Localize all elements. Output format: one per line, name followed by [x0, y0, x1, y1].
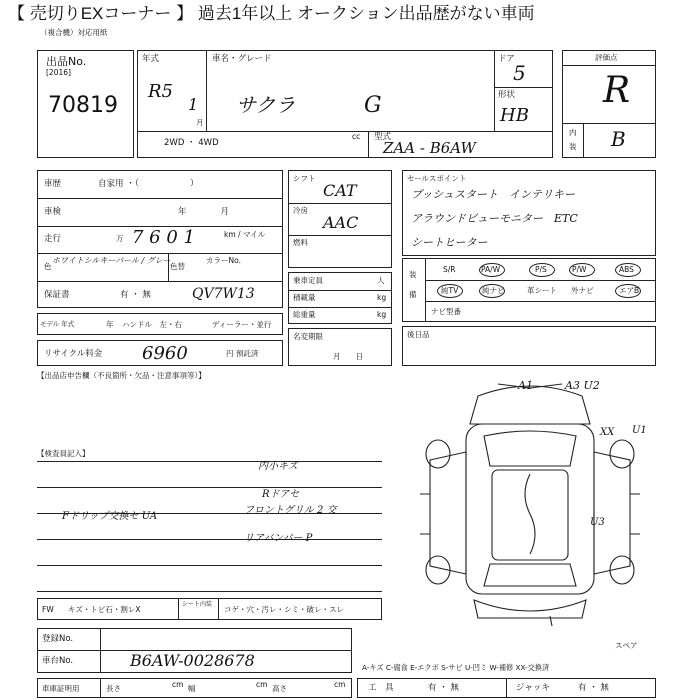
- equip-option: 革シート: [527, 286, 557, 295]
- history-row-value: 有 ・ 無: [120, 290, 151, 300]
- capacity-box: [288, 272, 392, 324]
- lot-year-tag: [2016]: [46, 68, 71, 77]
- dim-unit: cm: [256, 680, 268, 689]
- equipment-box: [402, 258, 656, 322]
- diagram-mark: U1: [632, 425, 647, 436]
- model-value: ZAA - B6AW: [383, 139, 476, 157]
- cert-box: [37, 678, 352, 698]
- later-box: [402, 326, 656, 366]
- date-box: [288, 328, 392, 366]
- equip-option: 純TV: [441, 286, 459, 295]
- door-value: 5: [513, 61, 526, 85]
- equip-option: ABS: [619, 265, 634, 274]
- model-year-label: モデル 年式: [40, 320, 75, 328]
- month-value: 1: [188, 95, 199, 114]
- inspect-note: 内小キズ: [258, 461, 298, 472]
- drive-label: 2WD ・ 4WD: [164, 138, 219, 148]
- header-subtitle: （複合機）対応用紙: [40, 28, 108, 37]
- date-unit: 月 日: [333, 352, 363, 361]
- capacity-unit: 人: [377, 276, 385, 285]
- ac-value: AAC: [323, 213, 359, 232]
- shift-box: [288, 170, 392, 268]
- spare-label: スペア: [615, 641, 638, 650]
- recycle-label: リサイクル料金: [44, 349, 103, 359]
- dim-unit: cm: [334, 680, 346, 689]
- equip-option: P/S: [535, 265, 547, 274]
- shift-value: CAT: [323, 181, 357, 200]
- dim-label: 高さ: [272, 684, 287, 693]
- reg-label: 登録No.: [42, 634, 74, 644]
- vehicle-box: [137, 50, 553, 158]
- note-label: 後日品: [407, 330, 430, 339]
- equip-option: 外ナビ: [571, 286, 594, 295]
- cc-label: cc: [352, 132, 361, 141]
- rating-box: [562, 50, 656, 158]
- report-label: 【出品店申告欄（不良箇所・欠品・注意事項等）】: [37, 371, 206, 380]
- rating-value: R: [603, 70, 631, 111]
- tools-label: 工 具: [368, 683, 394, 693]
- color-change: 色替: [170, 262, 185, 271]
- door-label: ドア: [498, 54, 515, 64]
- mileage-value: 7 6 0 1: [132, 227, 195, 248]
- lot-label: 出品No.: [46, 55, 87, 68]
- sales-box: [402, 170, 656, 256]
- load-label: 積載量: [293, 293, 316, 302]
- jack-value: 有 ・ 無: [578, 683, 609, 693]
- lot-number: 70819: [48, 93, 118, 118]
- shape-label: 形状: [498, 90, 516, 100]
- sales-line: プッシュスタート インテリキー: [411, 188, 576, 201]
- interior-label-1: 内: [569, 128, 577, 137]
- interior-value: B: [611, 127, 626, 151]
- diagram-mark: A3 U2: [565, 379, 600, 392]
- navi-label: ナビ型番: [431, 307, 461, 316]
- diagram-mark: U3: [590, 517, 605, 528]
- model-year-box: [37, 313, 283, 335]
- car-diagram: [400, 374, 656, 640]
- inspect-note: Rドアセ: [262, 489, 300, 500]
- dim-unit: cm: [172, 680, 184, 689]
- ac-label: 冷房: [293, 206, 308, 215]
- name-label: 車名・グレード: [212, 54, 272, 64]
- weight-label: 総重量: [293, 310, 316, 319]
- chassis-label: 車台No.: [42, 656, 74, 666]
- capacity-label: 乗車定員: [293, 276, 323, 285]
- history-box: [37, 170, 283, 308]
- inspect-note: Fドリップ交換セ UA: [62, 511, 158, 522]
- header-title: 【 売切りEXコーナー 】 過去1年以上 オークション出品歴がない車両: [8, 4, 535, 23]
- fw-label: FW: [42, 605, 54, 614]
- chassis-value: B6AW-0028678: [130, 651, 255, 670]
- fw-items: キズ・トビ石・割レX: [68, 605, 141, 614]
- color-no-value: QV7W13: [192, 286, 255, 302]
- history-row-value: 年 月: [178, 207, 230, 217]
- inspect-label: 【検査員記入】: [37, 449, 90, 458]
- equip-label-2: 備: [409, 290, 417, 299]
- rating-label: 評価点: [595, 53, 618, 62]
- history-row-label: 車歴: [44, 179, 62, 189]
- inspect-note: フロントグリル 2 交: [244, 505, 337, 516]
- diagram-mark: A1: [518, 379, 533, 392]
- load-unit: kg: [377, 293, 387, 302]
- equip-option: PA/W: [481, 265, 501, 274]
- damage-legend: A-キズ C-腐食 E-エクボ S-サビ U-凹ミ W-補修 XX-交換済: [362, 663, 550, 672]
- month-unit: 月: [196, 118, 204, 127]
- model-label: 型式: [374, 132, 392, 142]
- fuel-label: 燃料: [293, 238, 308, 247]
- mileage-man: 万: [116, 234, 124, 243]
- dim-label: 長さ: [106, 684, 121, 693]
- equip-option: エアB: [619, 286, 640, 295]
- cert-label: 車庫証明用: [42, 684, 80, 693]
- year-label: 年式: [142, 54, 160, 64]
- lot-box: [37, 50, 134, 158]
- history-row-label: 走行: [44, 234, 62, 244]
- recycle-unit: 円 預託済: [226, 349, 259, 358]
- tools-box: [357, 678, 656, 698]
- color-value: ホワイトシルキーパール / グレー: [52, 256, 171, 265]
- model-year-unit: 年: [106, 320, 114, 329]
- date-label: 名変期限: [293, 332, 323, 341]
- sales-label: セールスポイント: [407, 174, 467, 183]
- jack-label: ジャッキ: [516, 683, 550, 693]
- history-row-value: 自家用 ・（ ）: [98, 179, 199, 189]
- shift-label: シフト: [293, 174, 316, 183]
- history-row-label: 車検: [44, 207, 62, 217]
- handle-option: ハンドル 左・右: [122, 320, 182, 329]
- registration-box: [37, 628, 352, 673]
- weight-unit: kg: [377, 310, 387, 319]
- color-label: 色: [44, 262, 52, 271]
- year-value: R5: [148, 81, 174, 102]
- interior-label-2: 装: [569, 142, 577, 151]
- equip-option: S/R: [443, 265, 456, 274]
- equip-option: 純ナビ: [482, 286, 505, 295]
- dealer-option: ディーラー・並行: [212, 320, 272, 329]
- fw-box: [37, 598, 382, 620]
- color-no-label: カラーNo.: [206, 256, 241, 265]
- grade-value: G: [364, 93, 382, 118]
- history-row-label: 保証書: [44, 290, 70, 300]
- inspect-note: リアバンパー P: [244, 533, 313, 544]
- tools-value: 有 ・ 無: [428, 683, 459, 693]
- recycle-value: 6960: [142, 343, 188, 364]
- dim-label: 幅: [188, 684, 196, 693]
- sales-line: シートヒーター: [411, 236, 488, 249]
- recycle-box: [37, 340, 283, 366]
- equip-label-1: 装: [409, 270, 417, 279]
- mileage-unit: km / マイル: [224, 230, 266, 239]
- seat-items: コゲ・穴・汚レ・シミ・破レ・スレ: [224, 605, 344, 614]
- sales-line: アラウンドビューモニター ETC: [411, 212, 578, 225]
- shape-value: HB: [500, 105, 529, 126]
- diagram-mark: XX: [600, 427, 615, 438]
- name-value: サクラ: [236, 93, 296, 117]
- seat-label: シート内装: [182, 601, 213, 608]
- equip-option: P/W: [572, 265, 587, 274]
